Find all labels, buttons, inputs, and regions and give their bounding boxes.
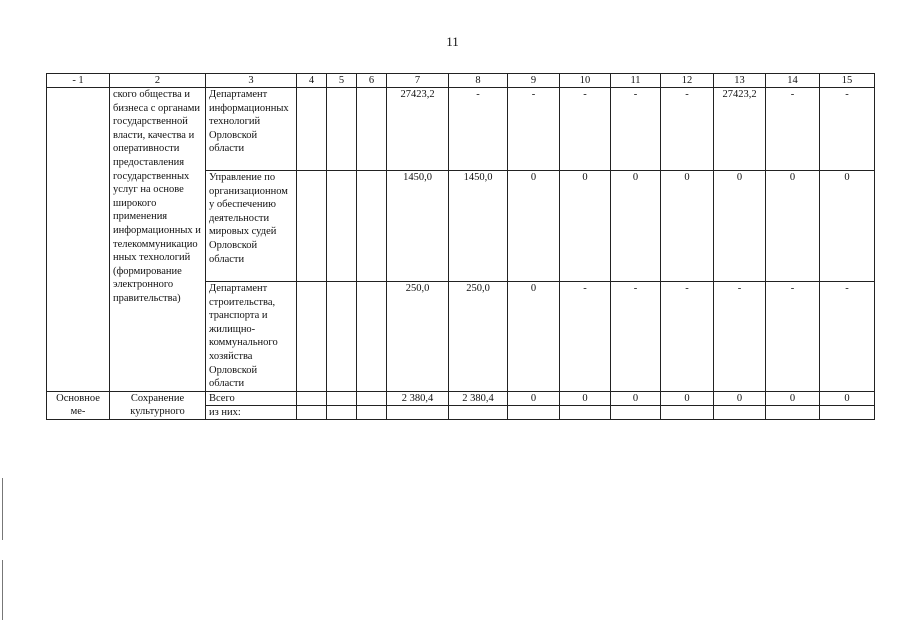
value-cell: 0 (714, 171, 766, 282)
value-cell (714, 405, 766, 419)
value-cell (327, 405, 357, 419)
table-row (47, 88, 875, 171)
value-cell: 1450,0 (387, 171, 449, 282)
header-cell: 5 (327, 74, 357, 88)
value-cell: - (508, 88, 560, 171)
value-cell (327, 88, 357, 171)
value-cell: 0 (661, 391, 714, 405)
value-cell: - (820, 88, 875, 171)
program-name-cell: ского общества и бизнеса с органами государственной власти, качества и оперативности предоставления государственных услуг на основе широкого применения информационных и телекоммуникационных технологий (формирование электронного правительства) (110, 88, 206, 392)
executor-cell: Департамент строительства, транспорта и жилищно-коммунального хозяйства Орловской области (206, 282, 297, 392)
value-cell: 2 380,4 (387, 391, 449, 405)
value-cell: 250,0 (449, 282, 508, 392)
value-cell: - (820, 282, 875, 392)
value-cell: - (714, 282, 766, 392)
value-cell: - (766, 282, 820, 392)
value-cell: 0 (611, 391, 661, 405)
value-cell: 27423,2 (714, 88, 766, 171)
table-row (47, 391, 875, 405)
header-cell: 11 (611, 74, 661, 88)
value-cell (611, 405, 661, 419)
header-cell: 9 (508, 74, 560, 88)
value-cell (357, 88, 387, 171)
value-cell: 0 (560, 171, 611, 282)
value-cell: - (611, 282, 661, 392)
value-cell: 0 (766, 391, 820, 405)
value-cell: 250,0 (387, 282, 449, 392)
executor-cell: из них: (206, 405, 297, 419)
value-cell: 2 380,4 (449, 391, 508, 405)
value-cell (297, 405, 327, 419)
header-cell: 12 (661, 74, 714, 88)
value-cell: 0 (560, 391, 611, 405)
value-cell (297, 88, 327, 171)
budget-table (46, 73, 875, 420)
value-cell: - (560, 88, 611, 171)
value-cell (449, 405, 508, 419)
page-number: 11 (446, 34, 459, 49)
value-cell (357, 391, 387, 405)
value-cell: 1450,0 (449, 171, 508, 282)
value-cell: 0 (508, 282, 560, 392)
value-cell (297, 171, 327, 282)
executor-cell: Всего (206, 391, 297, 405)
header-cell: 4 (297, 74, 327, 88)
value-cell: - (449, 88, 508, 171)
header-cell: 15 (820, 74, 875, 88)
value-cell: 0 (508, 171, 560, 282)
value-cell: 0 (820, 171, 875, 282)
value-cell: 27423,2 (387, 88, 449, 171)
header-cell: 8 (449, 74, 508, 88)
header-cell: 3 (206, 74, 297, 88)
value-cell: - (766, 88, 820, 171)
value-cell (357, 282, 387, 392)
program-name-cell: Сохранение культурного (110, 391, 206, 419)
header-cell: 10 (560, 74, 611, 88)
header-cell: 13 (714, 74, 766, 88)
value-cell: - (661, 88, 714, 171)
value-cell: 0 (611, 171, 661, 282)
main-measure-label-cell: Основное ме- (47, 391, 110, 419)
value-cell: 0 (661, 171, 714, 282)
header-cell: 7 (387, 74, 449, 88)
value-cell (661, 405, 714, 419)
value-cell (357, 171, 387, 282)
value-cell: - (611, 88, 661, 171)
table-header-row (47, 74, 875, 88)
header-cell: - 1 (47, 74, 110, 88)
value-cell (297, 391, 327, 405)
executor-cell: Департамент информационных технологий Орловской области (206, 88, 297, 171)
header-cell: 14 (766, 74, 820, 88)
value-cell (508, 405, 560, 419)
value-cell: 0 (714, 391, 766, 405)
value-cell: 0 (508, 391, 560, 405)
value-cell: 0 (820, 391, 875, 405)
value-cell (387, 405, 449, 419)
value-cell (327, 171, 357, 282)
col1-continuation-cell (47, 88, 110, 392)
header-cell: 2 (110, 74, 206, 88)
value-cell (357, 405, 387, 419)
value-cell (766, 405, 820, 419)
value-cell (327, 391, 357, 405)
scan-margin-mark (2, 478, 3, 540)
value-cell (327, 282, 357, 392)
executor-cell: Управление по организационному обеспечению деятельности мировых судей Орловской области (206, 171, 297, 282)
value-cell (297, 282, 327, 392)
value-cell: 0 (766, 171, 820, 282)
header-cell: 6 (357, 74, 387, 88)
scan-margin-mark (2, 560, 3, 620)
value-cell: - (560, 282, 611, 392)
value-cell (820, 405, 875, 419)
value-cell (560, 405, 611, 419)
value-cell: - (661, 282, 714, 392)
